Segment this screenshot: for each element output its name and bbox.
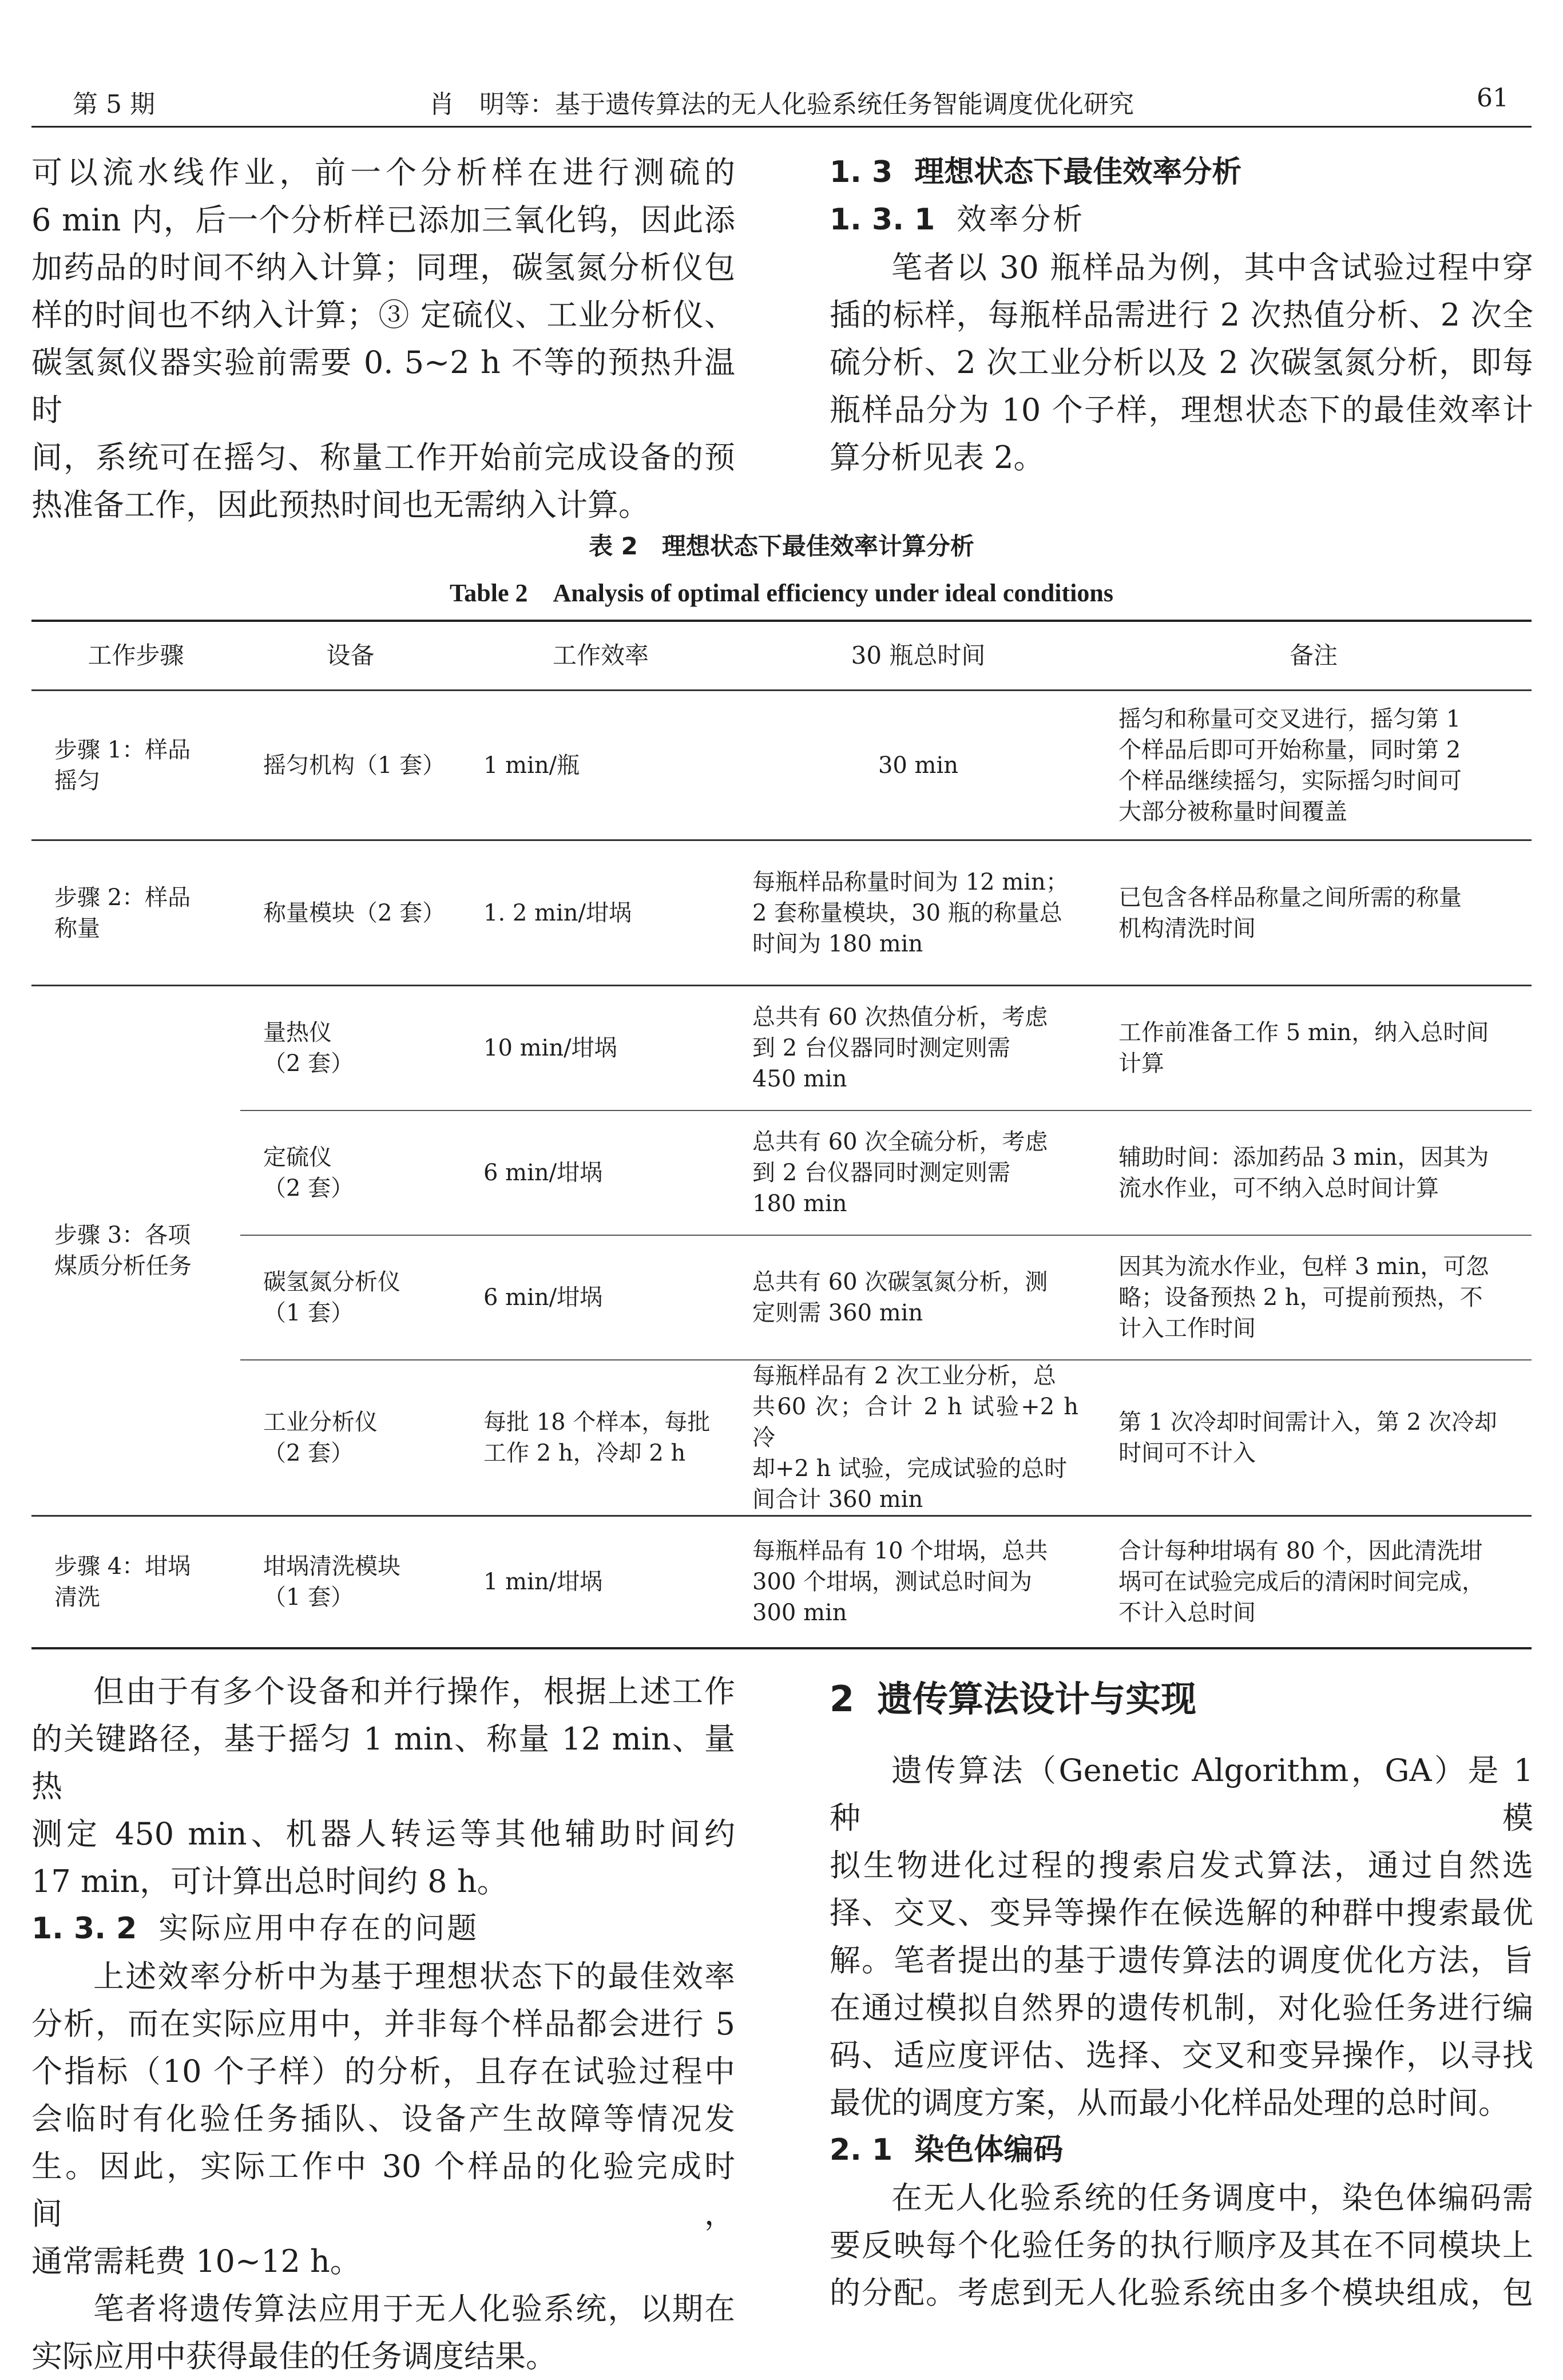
text-line: 个指标（10 个子样）的分析，且存在试验过程中: [31, 2053, 735, 2089]
text-line: 17 min，可计算出总时间约 8 h。: [31, 1863, 508, 1899]
text-line: 实际应用中获得最佳的任务调度结果。: [31, 2338, 557, 2374]
table-row: [31, 1235, 1532, 1360]
text-line: 加药品的时间不纳入计算；同理，碳氢氮分析仪包: [31, 249, 735, 285]
paragraph: [31, 149, 735, 529]
text-line: 间，系统可在摇匀、称量工作开始前完成设备的预: [31, 439, 735, 475]
paragraph: [830, 2174, 1533, 2316]
column-top-left: [31, 149, 735, 529]
step-cell: 步骤 4：坩埚 清洗: [54, 1553, 191, 1611]
efficiency-cell: 6 min/坩埚: [461, 1235, 741, 1360]
note-cell: 因其为流水作业，包样 3 min，可忽 略；设备预热 2 h，可提前预热，不 计入工作时间: [1096, 1235, 1532, 1360]
section-heading-2-1: 2. 1 染色体编码: [830, 2133, 1064, 2167]
text-line: 要反映每个化验任务的执行顺序及其在不同模块上: [830, 2227, 1533, 2263]
step-cell: 步骤 3：各项 煤质分析任务: [31, 986, 240, 1516]
text-line: 在通过模拟自然界的遗传机制，对化验任务进行编: [830, 1990, 1533, 2026]
device-cell: 坩埚清洗模块 （1 套）: [263, 1553, 400, 1611]
text-line: 笔者以 30 瓶样品为例，其中含试验过程中穿: [891, 249, 1533, 285]
text-line: 生。因此，实际工作中 30 个样品的化验完成时间，: [31, 2148, 735, 2232]
device-cell: 工业分析仪 （2 套）: [240, 1360, 461, 1516]
total-time-cell: 总共有 60 次碳氢氮分析，测 定则需 360 min: [741, 1235, 1096, 1360]
running-header: [31, 80, 1532, 128]
note-cell: 合计每种坩埚有 80 个，因此清洗坩 埚可在试验完成后的清闲时间完成， 不计入总时间: [1118, 1537, 1485, 1626]
table-row: [31, 1360, 1532, 1516]
text-line: 择、交叉、变异等操作在候选解的种群中搜索最优: [830, 1895, 1533, 1931]
text-line: 测定 450 min、机器人转运等其他辅助时间约: [31, 1816, 735, 1852]
column-header: 工作步骤: [31, 622, 240, 691]
text-line: 解。笔者提出的基于遗传算法的调度优化方法，旨: [830, 1942, 1533, 1978]
column-header: 工作效率: [461, 622, 741, 691]
table-row: [31, 986, 1532, 1110]
note-cell: 摇匀和称量可交叉进行，摇匀第 1 个样品后即可开始称量，同时第 2 个样品继续摇匀，实际摇匀时间可 大部分被称量时间覆盖: [1096, 691, 1532, 840]
text-line: 算分析见表 2。: [830, 439, 1045, 475]
subsection-heading-1-3-1: 1. 3. 1 效率分析: [830, 203, 1085, 237]
text-line: 最优的调度方案，从而最小化样品处理的总时间。: [830, 2085, 1509, 2121]
section-heading-2: 2 遗传算法设计与实现: [830, 1678, 1197, 1720]
text-line: 但由于有多个设备和并行操作，根据上述工作: [93, 1673, 735, 1709]
text-line: 插的标样，每瓶样品需进行 2 次热值分析、2 次全: [830, 297, 1533, 333]
text-line: 上述效率分析中为基于理想状态下的最佳效率: [93, 1958, 735, 1994]
table-row: [31, 840, 1532, 986]
column-top-right: [830, 149, 1533, 481]
text-line: 遗传算法（Genetic Algorithm，GA）是 1 种模: [830, 1752, 1533, 1836]
text-line: 在无人化验系统的任务调度中，染色体编码需: [891, 2180, 1533, 2216]
issue-number: 第 5 期: [73, 90, 155, 119]
efficiency-cell: 1 min/坩埚: [483, 1568, 603, 1595]
text-line: 瓶样品分为 10 个子样，理想状态下的最佳效率计: [830, 392, 1533, 428]
column-bottom-left: [31, 1668, 735, 2380]
page-number: 61: [1477, 84, 1509, 113]
device-cell: 量热仪 （2 套）: [240, 986, 461, 1110]
subsection-heading-1-3-2: 1. 3. 2 实际应用中存在的问题: [31, 1911, 479, 1946]
table-caption-english: Table 2 Analysis of optimal efficiency under ideal conditions: [450, 579, 1113, 607]
text-line: 硫分析、2 次工业分析以及 2 次碳氢氮分析，即每: [830, 344, 1533, 380]
column-header: 备注: [1096, 622, 1532, 691]
device-cell: 定硫仪 （2 套）: [240, 1110, 461, 1235]
text-line: 码、适应度评估、选择、交叉和变异操作，以寻找: [830, 2037, 1533, 2073]
total-time-cell: 总共有 60 次热值分析，考虑 到 2 台仪器同时测定则需 450 min: [741, 986, 1096, 1110]
efficiency-cell: 6 min/坩埚: [461, 1110, 741, 1235]
text-line: 碳氢氮仪器实验前需要 0. 5~2 h 不等的预热升温时: [31, 344, 735, 428]
paragraph: [31, 1953, 735, 2285]
efficiency-cell: 10 min/坩埚: [461, 986, 741, 1110]
total-time-cell: 每瓶样品有 2 次工业分析，总 共60 次；合计 2 h 试验+2 h 冷 却+2 h 试验，完成试验的总时 间合计 360 min: [741, 1360, 1096, 1516]
note-cell: 第 1 次冷却时间需计入，第 2 次冷却 时间可不计入: [1096, 1360, 1532, 1516]
text-line: 样的时间也不纳入计算；③ 定硫仪、工业分析仪、: [31, 297, 735, 333]
paragraph: [830, 244, 1533, 481]
total-time-cell: 每瓶样品有 10 个坩埚，总共 300 个坩埚，测试总时间为 300 min: [752, 1537, 1048, 1626]
text-line: 分析，而在实际应用中，并非每个样品都会进行 5: [31, 2006, 735, 2042]
running-title: 肖 明等：基于遗传算法的无人化验系统任务智能调度优化研究: [429, 90, 1134, 119]
text-line: 的分配。考虑到无人化验系统由多个模块组成，包: [830, 2275, 1533, 2311]
device-cell: 摇匀机构（1 套）: [240, 691, 461, 840]
text-line: 可以流水线作业，前一个分析样在进行测硫的: [31, 154, 735, 191]
table-caption-chinese: 表 2 理想状态下最佳效率计算分析: [589, 532, 974, 560]
step-cell: 步骤 1：样品 摇匀: [31, 691, 240, 840]
text-line: 会临时有化验任务插队、设备产生故障等情况发: [31, 2101, 735, 2137]
table-row: [31, 691, 1532, 840]
text-line: 热准备工作，因此预热时间也无需纳入计算。: [31, 487, 649, 523]
paragraph: [31, 1668, 735, 1905]
total-time-cell: 总共有 60 次全硫分析，考虑 到 2 台仪器同时测定则需 180 min: [741, 1110, 1096, 1235]
column-bottom-right: [830, 1668, 1533, 2316]
efficiency-cell: 1. 2 min/坩埚: [461, 840, 741, 986]
note-cell: 辅助时间：添加药品 3 min，因其为 流水作业，可不纳入总时间计算: [1096, 1110, 1532, 1235]
device-cell: 碳氢氮分析仪 （1 套）: [240, 1235, 461, 1360]
device-cell: 称量模块（2 套）: [240, 840, 461, 986]
note-cell: 已包含各样品称量之间所需的称量 机构清洗时间: [1096, 840, 1532, 986]
note-cell: 工作前准备工作 5 min，纳入总时间 计算: [1096, 986, 1532, 1110]
step-cell: 步骤 2：样品 称量: [31, 840, 240, 986]
table-header-row: [31, 622, 1532, 691]
total-time-cell: 每瓶样品称量时间为 12 min； 2 套称量模块，30 瓶的称量总 时间为 180 min: [741, 840, 1096, 986]
column-header: 设备: [240, 622, 461, 691]
text-line: 6 min 内，后一个分析样已添加三氧化钨，因此添: [31, 202, 735, 238]
efficiency-cell: 1 min/瓶: [461, 691, 741, 840]
paragraph: [31, 2285, 735, 2380]
text-line: 通常需耗费 10~12 h。: [31, 2243, 361, 2279]
table-row: [31, 1110, 1532, 1235]
efficiency-cell: 每批 18 个样本，每批 工作 2 h，冷却 2 h: [461, 1360, 741, 1516]
column-header: 30 瓶总时间: [741, 622, 1096, 691]
paragraph: [830, 1747, 1533, 2127]
total-time-cell: 30 min: [741, 691, 1096, 840]
text-line: 拟生物进化过程的搜索启发式算法，通过自然选: [830, 1847, 1533, 1883]
table-row: [31, 1516, 1532, 1647]
section-heading-1-3: 1. 3 理想状态下最佳效率分析: [830, 155, 1242, 189]
text-line: 的关键路径，基于摇匀 1 min、称量 12 min、量热: [31, 1721, 735, 1804]
efficiency-table: [31, 620, 1532, 1649]
text-line: 笔者将遗传算法应用于无人化验系统，以期在: [93, 2291, 735, 2327]
